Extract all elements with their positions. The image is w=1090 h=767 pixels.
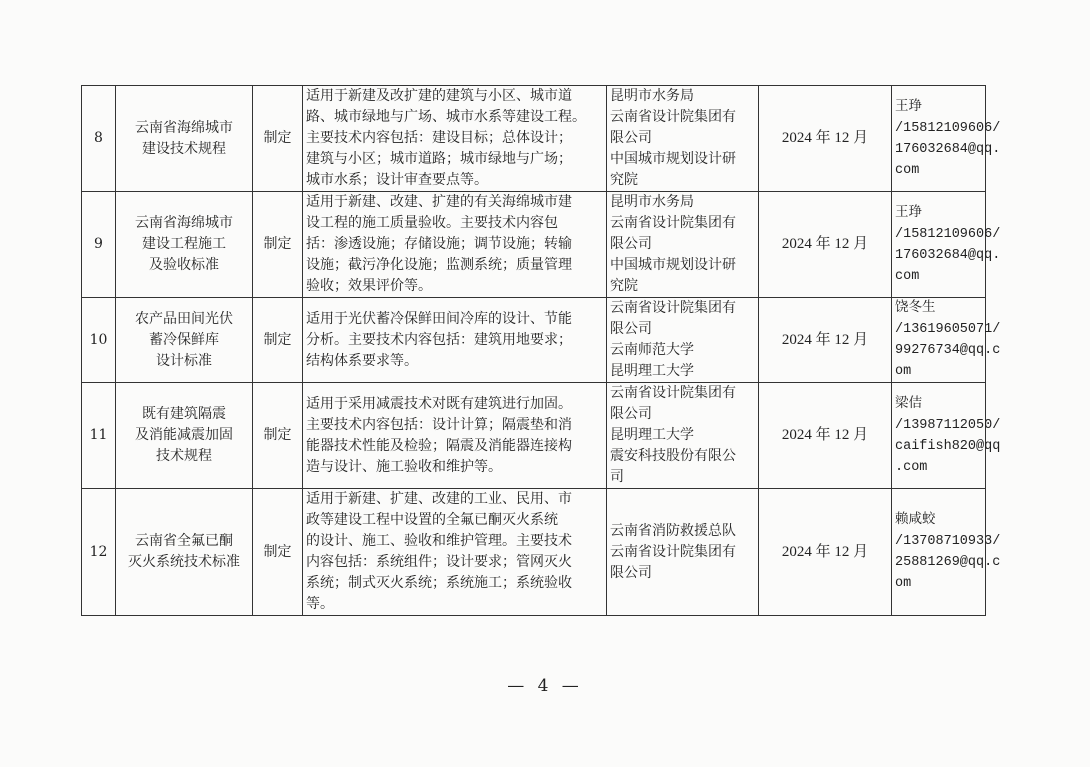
drafting-units-line: 云南省消防救援总队 [610, 522, 736, 539]
scope-description-line: 路、城市绿地与广场、城市水系等建设工程。 [306, 109, 586, 125]
contact-info-line: 王琤 [895, 205, 922, 221]
row-number: 10 [82, 298, 116, 383]
completion-date: 2024 年 12 月 [759, 383, 892, 489]
contact-info-line: om [895, 576, 912, 591]
drafting-units [607, 192, 759, 298]
completion-date: 2024 年 12 月 [759, 489, 892, 616]
drafting-units [607, 298, 759, 383]
contact-info-line: 王琤 [895, 99, 922, 115]
drafting-units-line: 云南师范大学 [610, 342, 694, 358]
drafting-units [607, 489, 759, 616]
contact-info-line: 176032684@qq. [895, 247, 1001, 263]
drafting-units-line: 云南省设计院集团有 [610, 215, 736, 231]
contact-info-line: /13708710933/ [895, 534, 1001, 549]
standard-name [116, 489, 253, 616]
standard-type: 制定 [253, 298, 303, 383]
drafting-units-line: 究院 [610, 278, 638, 294]
scope-description-line: 能器技术性能及检验；隔震及消能器连接构 [306, 437, 572, 454]
standard-name [116, 383, 253, 489]
drafting-units [607, 383, 759, 489]
drafting-units-line: 云南省设计院集团有 [610, 300, 736, 316]
row-number: 11 [82, 383, 116, 489]
table-row [82, 383, 986, 489]
contact-info [892, 383, 1001, 489]
drafting-units-line: 限公司 [610, 406, 652, 422]
drafting-units [607, 86, 759, 192]
scope-description-line: 结构体系要求等。 [306, 352, 418, 369]
standard-type: 制定 [253, 489, 303, 616]
standard-type: 制定 [253, 86, 303, 192]
standard-name-line: 技术规程 [156, 448, 212, 464]
standard-name [116, 298, 253, 383]
table-body [82, 86, 1001, 616]
scope-description-line: 设施；截污净化设施；监测系统；质量管理 [306, 257, 572, 273]
drafting-units-line: 震安科技股份有限公 [610, 448, 736, 464]
standards-table [81, 85, 1001, 616]
scope-description-line: 的设计、施工、验收和维护管理。主要技术 [306, 533, 572, 549]
standard-name-line: 云南省海绵城市 [135, 215, 233, 231]
drafting-units-line: 究院 [610, 172, 638, 188]
standard-name [116, 86, 253, 192]
standard-type: 制定 [253, 192, 303, 298]
standard-name-line: 灭火系统技术标准 [128, 554, 240, 570]
drafting-units-line: 司 [610, 469, 624, 485]
drafting-units-line: 昆明市水务局 [610, 88, 694, 104]
contact-info-line: /15812109606/ [895, 226, 1001, 242]
standard-name [116, 192, 253, 298]
contact-info-line: om [895, 364, 912, 379]
standard-name-line: 建设工程施工 [142, 236, 226, 252]
scope-description-line: 适用于光伏蓄冷保鲜田间冷库的设计、节能 [306, 310, 572, 327]
table-row [82, 489, 986, 616]
scope-description-line: 适用于新建、扩建、改建的工业、民用、市 [306, 491, 572, 507]
scope-description-line: 括：渗透设施；存储设施；调节设施；转输 [306, 236, 572, 252]
scope-description-line: 适用于采用减震技术对既有建筑进行加固。 [306, 395, 572, 412]
scope-description [303, 86, 607, 192]
scope-description-line: 适用于新建及改扩建的建筑与小区、城市道 [306, 88, 572, 104]
contact-info-line: com [895, 268, 920, 284]
contact-info-line: 99276734@qq.c [895, 343, 1001, 358]
drafting-units-line: 昆明市水务局 [610, 194, 694, 210]
contact-info-line: .com [895, 459, 928, 475]
scope-description [303, 489, 607, 616]
drafting-units-line: 限公司 [610, 321, 652, 337]
contact-info-line: com [895, 162, 920, 178]
drafting-units-line: 中国城市规划设计研 [610, 151, 736, 167]
drafting-units-line: 昆明理工大学 [610, 363, 694, 379]
standard-name-line: 云南省海绵城市 [135, 119, 233, 136]
contact-info-line: /15812109606/ [895, 120, 1001, 136]
scope-description-line: 等。 [306, 596, 334, 612]
contact-info-line: 饶冬生 [895, 301, 936, 316]
standard-name-line: 及消能减震加固 [135, 427, 233, 443]
contact-info-line: 赖咸蛟 [895, 513, 936, 528]
row-number: 9 [82, 192, 116, 298]
contact-info [892, 298, 1001, 383]
completion-date: 2024 年 12 月 [759, 86, 892, 192]
scope-description-line: 设工程的施工质量验收。主要技术内容包 [306, 215, 558, 231]
scope-description [303, 298, 607, 383]
contact-info-line: 25881269@qq.c [895, 555, 1001, 570]
scope-description-line: 验收；效果评价等。 [306, 278, 432, 294]
drafting-units-line: 限公司 [610, 130, 652, 146]
table-row [82, 86, 986, 192]
table-row [82, 192, 986, 298]
scope-description-line: 系统；制式灭火系统；系统施工；系统验收 [306, 575, 572, 591]
contact-info-line: caifish820@qq [895, 438, 1001, 454]
scope-description-line: 政等建设工程中设置的全氟已酮灭火系统 [306, 512, 558, 528]
scope-description-line: 分析。主要技术内容包括：建筑用地要求； [306, 331, 572, 348]
contact-info [892, 86, 1001, 192]
scope-description-line: 主要技术内容包括：建设目标；总体设计； [306, 130, 572, 146]
drafting-units-line: 云南省设计院集团有 [610, 385, 736, 401]
standard-name-line: 云南省全氟已酮 [135, 533, 233, 549]
drafting-units-line: 云南省设计院集团有 [610, 109, 736, 125]
scope-description-line: 城市水系；设计审查要点等。 [306, 172, 488, 188]
standard-name-line: 设计标准 [156, 352, 212, 369]
scope-description-line: 主要技术内容包括：设计计算；隔震垫和消 [306, 416, 572, 433]
drafting-units-line: 中国城市规划设计研 [610, 257, 736, 273]
contact-info-line: /13987112050/ [895, 417, 1001, 433]
page-number: — 4 — [507, 676, 583, 696]
contact-info-line: /13619605071/ [895, 322, 1001, 337]
completion-date: 2024 年 12 月 [759, 298, 892, 383]
row-number: 8 [82, 86, 116, 192]
row-number: 12 [82, 489, 116, 616]
scope-description [303, 383, 607, 489]
completion-date: 2024 年 12 月 [759, 192, 892, 298]
contact-info [892, 489, 1001, 616]
drafting-units-line: 限公司 [610, 236, 652, 252]
scope-description [303, 192, 607, 298]
standard-name-line: 既有建筑隔震 [142, 406, 226, 422]
standard-name-line: 及验收标准 [149, 257, 219, 273]
drafting-units-line: 限公司 [610, 564, 652, 581]
scope-description-line: 适用于新建、改建、扩建的有关海绵城市建 [306, 194, 572, 210]
drafting-units-line: 昆明理工大学 [610, 427, 694, 443]
scope-description-line: 建筑与小区；城市道路；城市绿地与广场； [306, 151, 572, 167]
contact-info-line: 176032684@qq. [895, 141, 1001, 157]
standard-name-line: 建设技术规程 [142, 140, 226, 157]
standard-type: 制定 [253, 383, 303, 489]
scope-description-line: 造与设计、施工验收和维护等。 [306, 458, 502, 475]
standard-name-line: 蓄冷保鲜库 [149, 331, 219, 348]
contact-info [892, 192, 1001, 298]
contact-info-line: 梁佶 [895, 396, 922, 412]
table-row [82, 298, 986, 383]
standard-name-line: 农产品田间光伏 [135, 310, 233, 327]
scope-description-line: 内容包括：系统组件；设计要求；管网灭火 [306, 554, 572, 570]
drafting-units-line: 云南省设计院集团有 [610, 543, 736, 560]
